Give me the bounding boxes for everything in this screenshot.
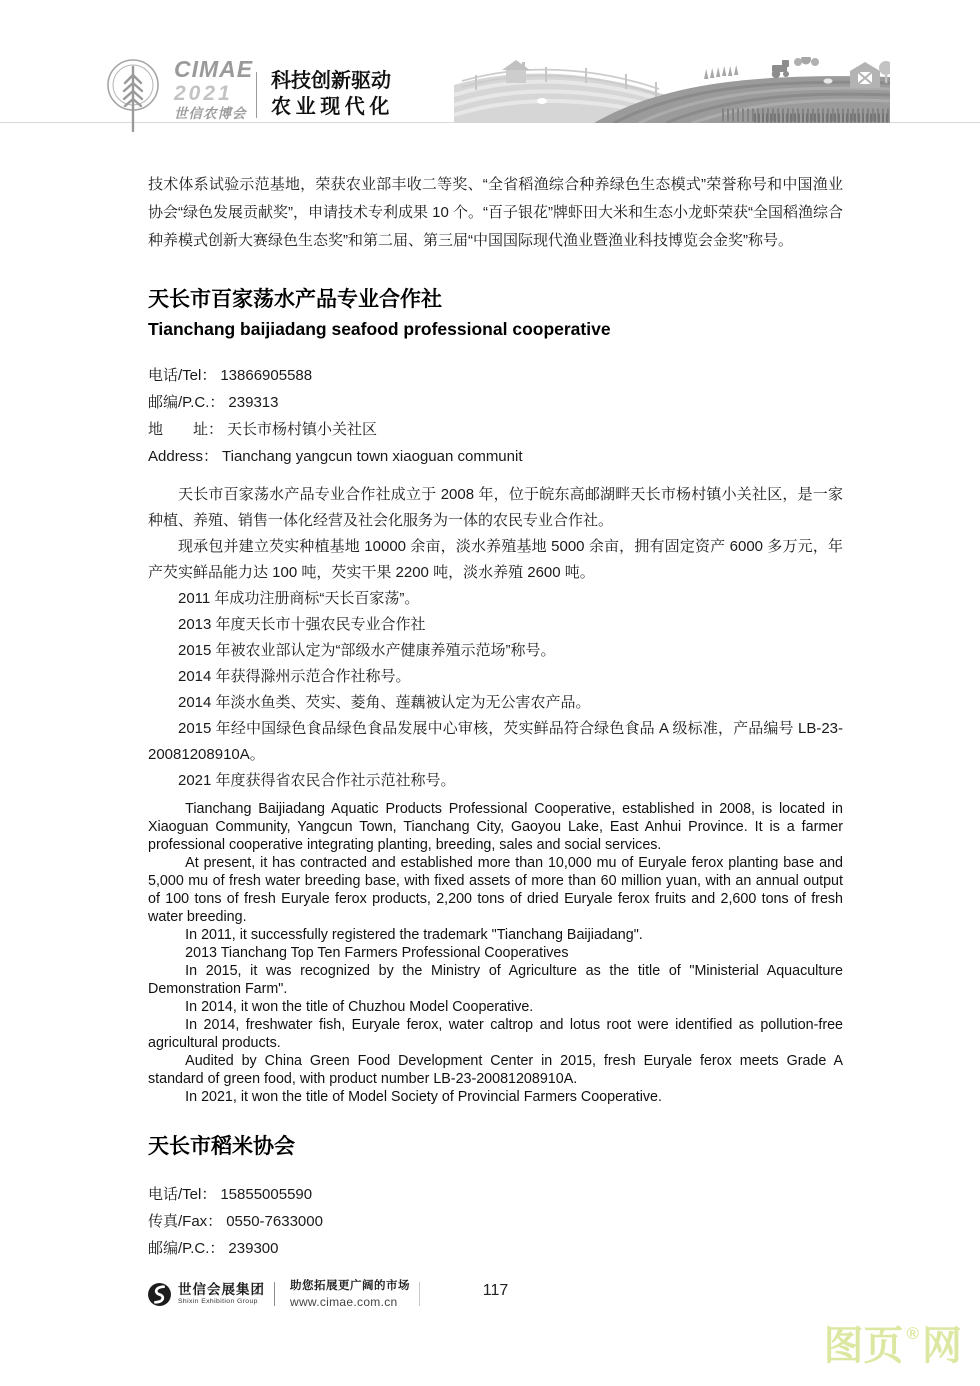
contact-label: 邮编/P.C.：	[148, 1240, 225, 1257]
footer-group-name-zh: 世信会展集团	[178, 1281, 265, 1297]
contact-row-pc	[148, 389, 843, 416]
section1-title-en: Tianchang baijiadang seafood professional cooperative	[148, 319, 611, 339]
logo-year: 2021	[174, 82, 233, 105]
section1-english-paragraphs	[148, 800, 843, 1106]
footer-slogan: 助您拓展更广阔的市场	[290, 1280, 410, 1292]
en-paragraph: At present, it has contracted and established more than 10,000 mu of Euryale ferox planting base and 5,000 mu of fresh water breeding base, with fixed assets of more than 60 million yuan, with an annual output of 100 tons of fresh Euryale ferox products, 2,200 tons of dried Euryale ferox fruits and 2,600 tons of fresh water breeding.	[148, 855, 843, 925]
zh-paragraph: 现承包并建立芡实种植基地 10000 余亩，淡水养殖基地 5000 余亩，拥有固定资产 6000 多万元，年产芡实鲜品能力达 100 吨，芡实干果 2200 吨，淡水养殖 2600 吨。	[148, 538, 843, 581]
section2-title-zh: 天长市稻米协会	[148, 1135, 295, 1158]
zh-paragraph: 2015 年经中国绿色食品绿色食品发展中心审核，芡实鲜品符合绿色食品 A 级标准，产品编号 LB-23-20081208910A。	[148, 720, 843, 763]
contact-label: 邮编/P.C.：	[148, 394, 225, 411]
contact-row-fax	[148, 1208, 843, 1235]
contact-value: 15855005590	[220, 1186, 313, 1203]
intro-paragraph: 技术体系试验示范基地，荣获农业部丰收二等奖、“全省稻渔综合种养绿色生态模式”荣誉称号和中国渔业协会“绿色发展贡献奖”，申请技术专利成果 10 个。“百子银花”牌虾田大米和生态小龙虾荣获“全国稻渔综合种养模式创新大赛绿色生态奖”和第二届、第三届“中国国际现代渔业暨渔业科技博览会金奖”称号。	[148, 176, 843, 249]
registered-trademark-icon: ®	[906, 1324, 919, 1343]
section2-contacts	[148, 1181, 843, 1262]
zh-paragraph: 2013 年度天长市十强农民专业合作社	[178, 616, 426, 633]
cimae-logo	[106, 58, 253, 134]
en-paragraph: In 2015, it was recognized by the Ministry of Agriculture as the title of "Ministerial Aquaculture Demonstration Farm".	[148, 963, 843, 997]
watermark-text-left: 图页	[823, 1324, 904, 1368]
farm-illustration	[454, 57, 890, 123]
contact-label: 传真/Fax：	[148, 1213, 223, 1230]
zh-paragraph: 2014 年淡水鱼类、芡实、菱角、莲藕被认定为无公害农产品。	[178, 694, 591, 711]
slogan-line-1: 科技创新驱动	[271, 70, 391, 92]
footer-group-name-en: Shixin Exhibition Group	[178, 1298, 258, 1306]
slogan-line-2: 农业现代化	[271, 96, 394, 118]
contact-row-address-zh	[148, 416, 843, 443]
contact-label: Address：	[148, 448, 219, 465]
en-paragraph: In 2014, freshwater fish, Euryale ferox, water caltrop and lotus root were identified as pollution-free agricultural products.	[148, 1017, 843, 1051]
contact-row-address-en	[148, 443, 843, 470]
footer-website: www.cimae.com.cn	[290, 1294, 398, 1309]
cimae-logo-text	[174, 58, 253, 121]
header-divider	[256, 72, 257, 118]
page-content	[148, 123, 843, 1262]
logo-fair-name: 世信农博会	[174, 106, 247, 121]
contact-value: 239313	[228, 394, 279, 411]
zh-paragraph: 2011 年成功注册商标“天长百家荡”。	[178, 590, 420, 607]
en-paragraph: 2013 Tianchang Top Ten Farmers Professional Cooperatives	[185, 945, 569, 961]
contact-row-pc	[148, 1235, 843, 1262]
zh-paragraph: 天长市百家荡水产品专业合作社成立于 2008 年，位于皖东高邮湖畔天长市杨村镇小关社区，是一家种植、养殖、销售一体化经营及社会化服务为一体的农民专业合作社。	[148, 486, 843, 529]
contact-label: 地 址：	[148, 421, 224, 438]
contact-value: 0550-7633000	[226, 1213, 323, 1230]
contact-row-tel	[148, 362, 843, 389]
page-header	[0, 0, 980, 123]
section1-title-zh: 天长市百家荡水产品专业合作社	[148, 288, 442, 311]
header-slogan	[271, 68, 394, 120]
page-number: 117	[482, 1282, 509, 1299]
zh-paragraph: 2021 年度获得省农民合作社示范社称号。	[178, 772, 456, 789]
en-paragraph: In 2011, it successfully registered the trademark "Tianchang Baijiadang".	[185, 927, 643, 943]
en-paragraph: Audited by China Green Food Development Center in 2015, fresh Euryale ferox meets Grade A standard of green food, with product number LB-23-20081208910A.	[148, 1053, 843, 1087]
section1-contacts	[148, 362, 843, 470]
watermark	[823, 1322, 962, 1370]
wheat-logo-icon	[106, 58, 160, 134]
contact-value: 天长市杨村镇小关社区	[227, 421, 378, 438]
watermark-text-right: 网	[922, 1324, 962, 1368]
en-paragraph: Tianchang Baijiadang Aquatic Products Professional Cooperative, established in 2008, is located in Xiaoguan Community, Yangcun Town, Tianchang City, Gaoyou Lake, East Anhui Province. It is a farmer professional cooperative integrating planting, breeding, sales and social services.	[148, 801, 843, 853]
contact-label: 电话/Tel：	[148, 1186, 217, 1203]
contact-value: 239300	[228, 1240, 279, 1257]
contact-row-tel	[148, 1181, 843, 1208]
en-paragraph: In 2021, it won the title of Model Society of Provincial Farmers Cooperative.	[185, 1089, 662, 1105]
contact-value: Tianchang yangcun town xiaoguan communit	[222, 448, 523, 465]
en-paragraph: In 2014, it won the title of Chuzhou Model Cooperative.	[185, 999, 534, 1015]
section1-chinese-paragraphs	[148, 482, 843, 794]
contact-value: 13866905588	[220, 367, 313, 384]
zh-paragraph: 2015 年被农业部认定为“部级水产健康养殖示范场”称号。	[178, 642, 556, 659]
zh-paragraph: 2014 年获得滁州示范合作社称号。	[178, 668, 411, 685]
contact-label: 电话/Tel：	[148, 367, 217, 384]
logo-brand: CIMAE	[174, 56, 254, 82]
